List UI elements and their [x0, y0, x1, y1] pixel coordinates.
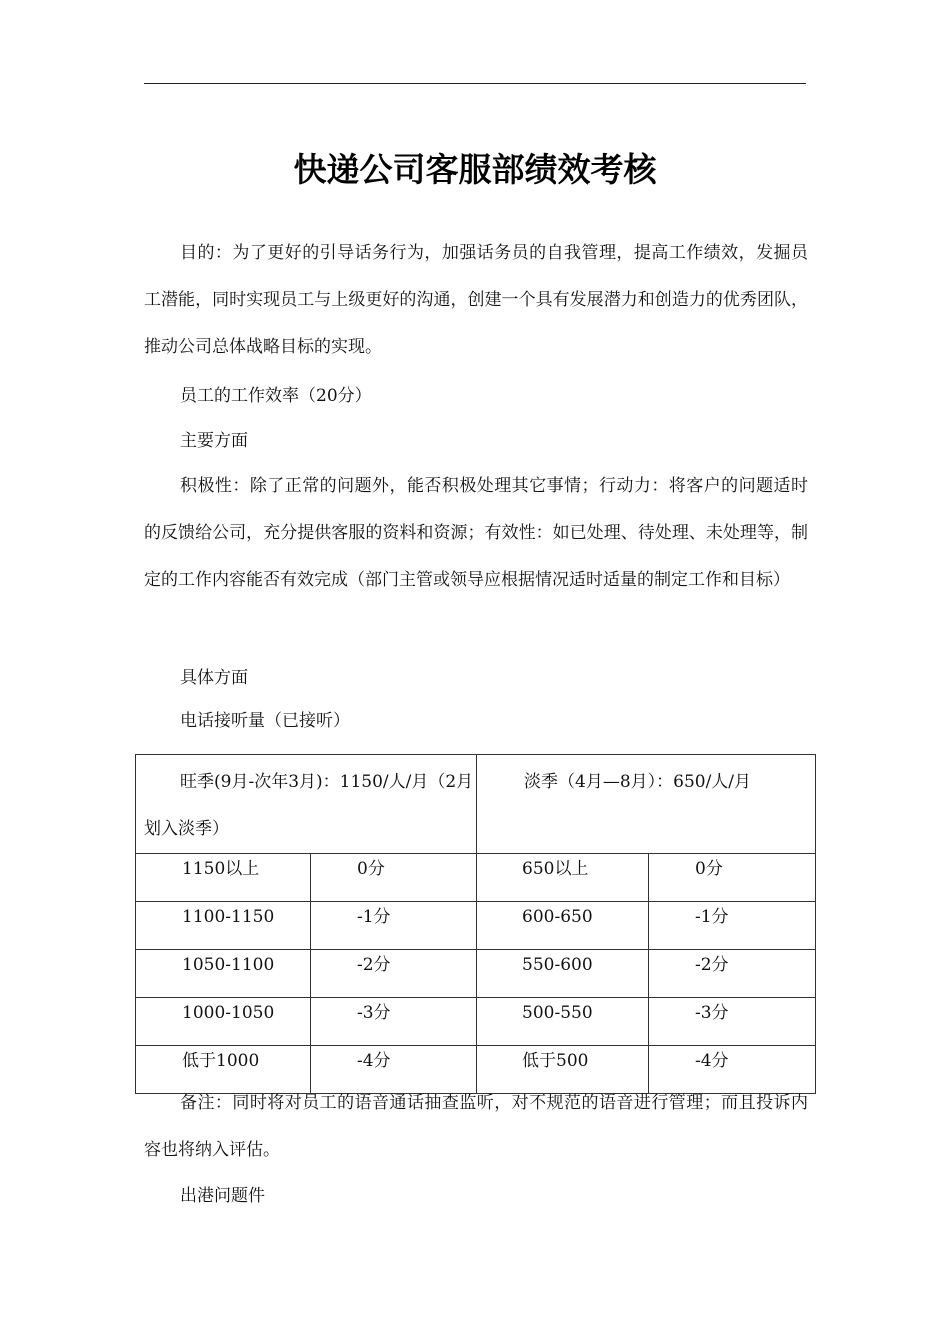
efficiency-heading: 员工的工作效率（20分）: [180, 386, 372, 406]
purpose-paragraph: 目的：为了更好的引导话务行为，加强话务员的自我管理，提高工作绩效，发掘员工潜能，同时实现员工与上级更好的沟通，创建一个具有发展潜力和创造力的优秀团队，推动公司总体战略目标的实现。: [144, 243, 808, 357]
off-score-cell: -1分: [649, 902, 816, 950]
peak-season-header-text: 旺季(9月-次年3月)：1150/人/月（2月划入淡季）: [144, 772, 474, 839]
main-aspects-heading: 主要方面: [180, 431, 248, 451]
peak-season-header: [136, 755, 477, 854]
specific-aspects-heading: 具体方面: [180, 668, 248, 688]
off-range-cell: 550-600: [477, 950, 649, 998]
off-season-header: [477, 755, 816, 854]
off-season-header-text: 淡季（4月—8月）：650/人/月: [524, 772, 752, 792]
table-header-row: [136, 755, 816, 854]
table-row: [136, 854, 816, 902]
off-score-cell: -4分: [649, 1046, 816, 1094]
calls-heading: 电话接听量（已接听）: [180, 711, 350, 731]
off-range-cell: 低于500: [477, 1046, 649, 1094]
peak-range-cell: 低于1000: [136, 1046, 311, 1094]
note-paragraph: 备注：同时将对员工的语音通话抽查监听，对不规范的语音进行管理；而且投诉内容也将纳入评估。: [144, 1093, 808, 1160]
peak-score-cell: -4分: [311, 1046, 477, 1094]
table-row: [136, 998, 816, 1046]
peak-range-cell: 1150以上: [136, 854, 311, 902]
header-rule: [144, 83, 806, 84]
off-range-cell: 600-650: [477, 902, 649, 950]
peak-score-cell: -1分: [311, 902, 477, 950]
table-row: [136, 902, 816, 950]
off-score-cell: 0分: [649, 854, 816, 902]
off-score-cell: -2分: [649, 950, 816, 998]
off-range-cell: 650以上: [477, 854, 649, 902]
call-volume-score-table: [135, 754, 816, 1094]
main-aspects-paragraph: 积极性：除了正常的问题外，能否积极处理其它事情；行动力：将客户的问题适时的反馈给公司，充分提供客服的资料和资源；有效性：如已处理、待处理、未处理等，制定的工作内容能否有效完成（部门主管或领导应根据情况适时适量的制定工作和目标）: [144, 476, 808, 590]
peak-score-cell: -2分: [311, 950, 477, 998]
peak-range-cell: 1050-1100: [136, 950, 311, 998]
peak-score-cell: -3分: [311, 998, 477, 1046]
peak-score-cell: 0分: [311, 854, 477, 902]
document-title: 快递公司客服部绩效考核: [293, 150, 657, 189]
outbound-problem-heading: 出港问题件: [180, 1186, 265, 1206]
off-score-cell: -3分: [649, 998, 816, 1046]
peak-range-cell: 1000-1050: [136, 998, 311, 1046]
table-row: [136, 950, 816, 998]
peak-range-cell: 1100-1150: [136, 902, 311, 950]
off-range-cell: 500-550: [477, 998, 649, 1046]
